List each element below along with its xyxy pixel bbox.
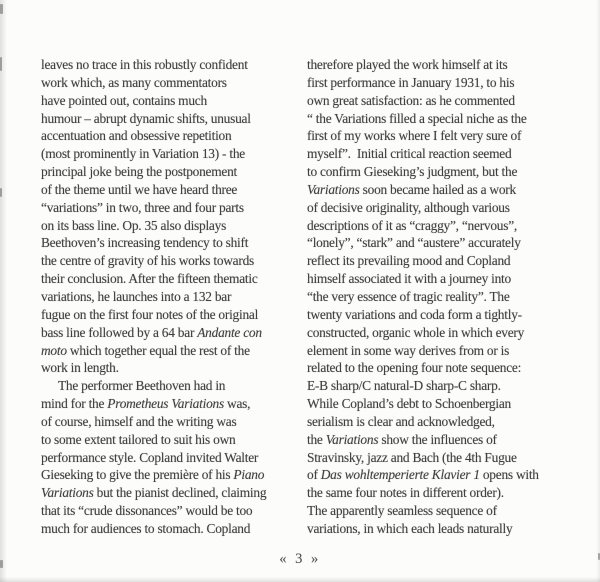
text-line: [307, 56, 569, 74]
body-text: “lonely”, “stark” and “austere” accurately: [307, 235, 521, 251]
text-line: [307, 288, 569, 306]
text-line: [307, 127, 569, 145]
body-text: show the influences of: [378, 431, 497, 447]
body-text: work in length.: [41, 360, 119, 376]
body-text: “variations” in two, three and four parts: [41, 199, 244, 215]
body-text: performance style. Copland invited Walter: [41, 449, 259, 465]
body-text: of course, himself and the writing was: [41, 413, 237, 429]
text-line: [307, 163, 569, 181]
text-line: [41, 484, 303, 502]
body-text: much for audiences to stomach. Copland: [41, 520, 251, 536]
italic-text: moto: [41, 342, 67, 358]
body-text: E-B sharp/C natural-D sharp-C sharp.: [307, 378, 501, 394]
text-line: [307, 306, 569, 324]
body-text: myself”. Initial critical reaction seemed: [307, 146, 512, 162]
text-line: [307, 199, 569, 217]
body-text: related to the opening four note sequence:: [307, 360, 522, 376]
text-line: [41, 181, 303, 199]
text-line: [307, 502, 569, 520]
scan-speck: [0, 4, 3, 14]
text-line: [41, 395, 303, 413]
text-line: [41, 127, 303, 145]
body-text: of: [307, 467, 321, 483]
italic-text: Variations: [325, 431, 379, 447]
body-text: variations, he launches into a 132 bar: [41, 288, 232, 304]
body-text: element in some way derives from or is: [307, 342, 510, 358]
body-text: own great satisfaction: as he commented: [307, 92, 515, 108]
text-line: [41, 199, 303, 217]
text-line: [307, 449, 569, 467]
body-text: the: [307, 431, 326, 447]
text-line: [41, 163, 303, 181]
body-text: of decisive originality, although various: [307, 199, 510, 215]
scan-edge-bottom: [0, 577, 600, 582]
body-text: that its “crude dissonances” would be too: [41, 503, 253, 519]
body-text: therefore played the work himself at its: [307, 57, 508, 72]
text-line: [307, 145, 569, 163]
text-line: [307, 110, 569, 128]
text-line: [307, 74, 569, 92]
body-text: The apparently seamless sequence of: [307, 503, 497, 519]
body-text: was,: [223, 396, 251, 412]
text-line: [307, 484, 569, 502]
body-text: “the very essence of tragic reality”. The: [307, 288, 510, 304]
italic-text: Piano: [233, 467, 265, 483]
body-text: accentuation and obsessive repetition: [41, 128, 232, 144]
body-text: (most prominently in Variation 13) - the: [41, 146, 245, 162]
body-text: constructed, organic whole in which every: [307, 324, 525, 340]
body-text: on its bass line. Op. 35 also displays: [41, 217, 227, 233]
body-text: to confirm Gieseking’s judgment, but the: [307, 164, 518, 180]
body-text: have pointed out, contains much: [41, 92, 207, 108]
text-line: [41, 234, 303, 252]
text-line: [307, 234, 569, 252]
text-line: [307, 413, 569, 431]
body-text: variations, in which each leads naturally: [307, 520, 513, 536]
text-line: [307, 466, 569, 484]
left-text-column: [41, 56, 303, 538]
text-line: [307, 270, 569, 288]
body-text: the same four notes in different order).: [307, 485, 504, 501]
text-line: [41, 520, 303, 538]
body-text: principal joke being the postponement: [41, 164, 238, 180]
body-text: While Copland’s debt to Schoenbergian: [307, 396, 511, 412]
body-text: which together equal the rest of the: [66, 342, 250, 358]
text-line: [307, 520, 569, 538]
page-number: « 3 »: [279, 551, 321, 567]
body-text: work which, as many commentators: [41, 74, 227, 90]
text-line: [307, 359, 569, 377]
body-text: Beethoven’s increasing tendency to shift: [41, 235, 249, 251]
body-text: opens with: [479, 467, 539, 483]
body-text: soon became hailed as a work: [359, 181, 516, 197]
text-line: [41, 110, 303, 128]
scan-edge-left: [0, 0, 7, 582]
text-line: [307, 252, 569, 270]
text-line: [41, 431, 303, 449]
text-line: [41, 449, 303, 467]
text-line: [41, 359, 303, 377]
text-line: [307, 342, 569, 360]
text-line: [41, 56, 303, 74]
body-text: Gieseking to give the première of his: [41, 467, 234, 483]
body-text: reflect its prevailing mood and Copland: [307, 253, 511, 269]
text-line: [41, 270, 303, 288]
text-line: [41, 466, 303, 484]
italic-text: Variations: [307, 181, 360, 197]
body-text: first of my works where I felt very sure of: [307, 128, 522, 144]
body-text: of the theme until we have heard three: [41, 181, 238, 197]
text-line: [307, 377, 569, 395]
body-text: bass line followed by a 64 bar: [41, 324, 198, 340]
body-text: The performer Beethoven had in: [58, 378, 226, 394]
body-text: fugue on the first four notes of the original: [41, 306, 259, 322]
text-line: [307, 181, 569, 199]
body-text: twenty variations and coda form a tightly-: [307, 306, 522, 322]
body-text: to some extent tailored to suit his own: [41, 431, 236, 447]
scan-speck: [0, 188, 2, 197]
text-line: [307, 92, 569, 110]
body-text: mind for the: [41, 396, 108, 412]
body-text: their conclusion. After the fifteen thematic: [41, 271, 258, 287]
body-text: humour – abrupt dynamic shifts, unusual: [41, 110, 251, 126]
italic-text: Prometheus Variations: [107, 396, 224, 412]
text-line: [41, 502, 303, 520]
text-line: [41, 145, 303, 163]
body-text: first performance in January 1931, to his: [307, 74, 515, 90]
scan-edge-right: [596, 0, 600, 582]
body-text: serialism is clear and acknowledged,: [307, 413, 495, 429]
body-text: leaves no trace in this robustly confident: [41, 57, 248, 72]
text-line: [41, 342, 303, 360]
italic-text: Das wohltemperierte Klavier 1: [320, 467, 480, 483]
scan-speck: [0, 57, 2, 71]
body-text: “ the Variations filled a special niche as the: [307, 110, 527, 126]
text-line: [41, 74, 303, 92]
body-text: himself associated it with a journey into: [307, 271, 511, 287]
italic-text: Variations: [41, 485, 94, 501]
text-line: [307, 395, 569, 413]
body-text: the centre of gravity of his works towards: [41, 253, 254, 269]
right-text-column: [307, 56, 569, 538]
text-line: [307, 217, 569, 235]
text-line: [307, 431, 569, 449]
text-line: [41, 306, 303, 324]
text-line: [41, 92, 303, 110]
text-line: [41, 377, 303, 395]
text-line: [307, 324, 569, 342]
text-line: [41, 324, 303, 342]
text-line: [41, 413, 303, 431]
text-line: [41, 288, 303, 306]
text-line: [41, 217, 303, 235]
text-line: [41, 252, 303, 270]
body-text: descriptions of it as “craggy”, “nervous”,: [307, 217, 517, 233]
body-text: Stravinsky, jazz and Bach (the 4th Fugue: [307, 449, 517, 465]
italic-text: Andante con: [197, 324, 262, 340]
body-text: but the pianist declined, claiming: [93, 485, 267, 501]
